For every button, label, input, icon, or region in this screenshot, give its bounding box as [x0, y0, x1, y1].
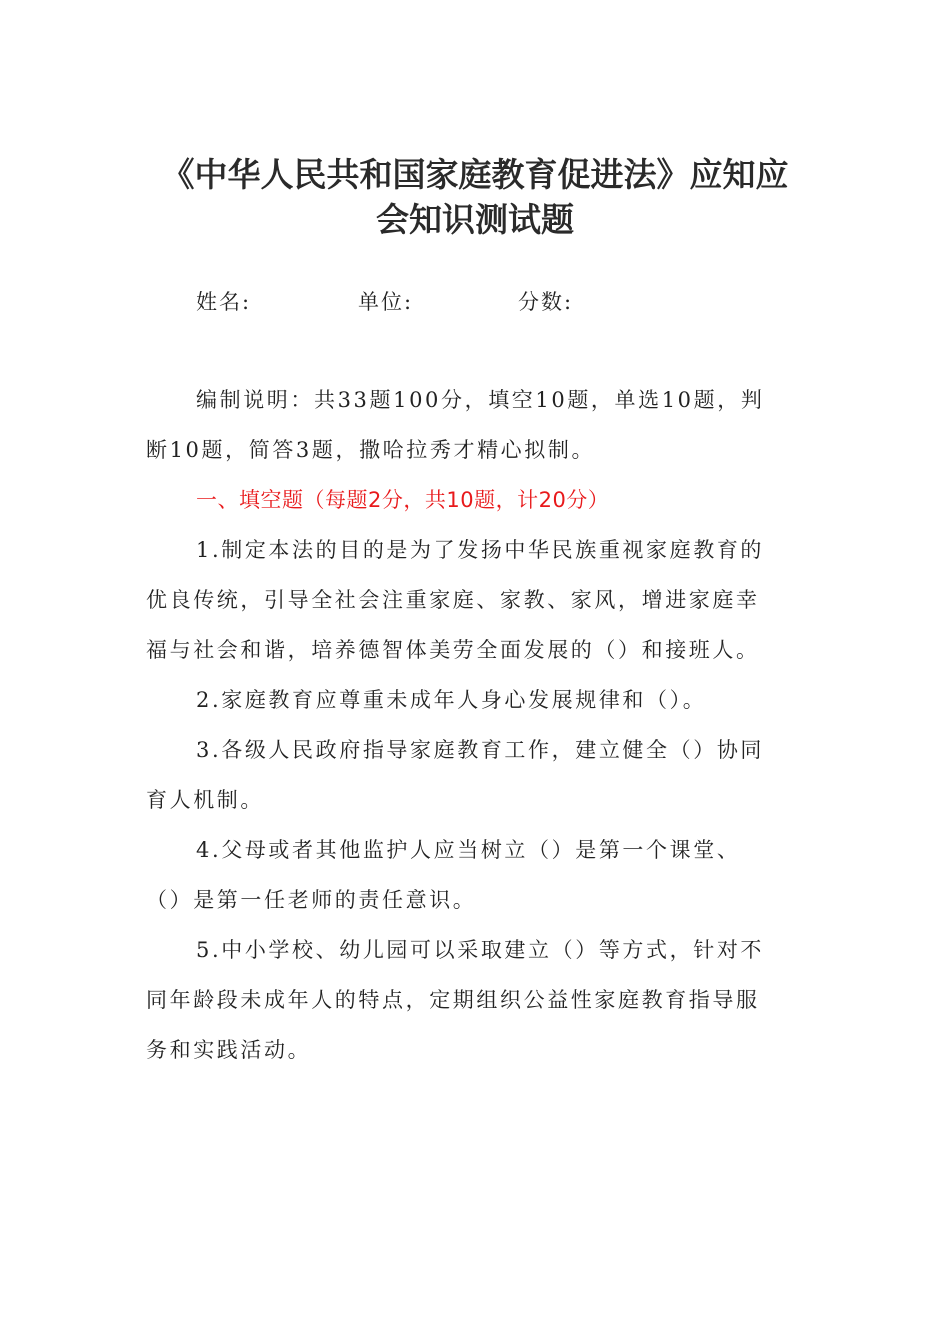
- section-heading-fill-in: 一、填空题（每题2分，共10题，计20分）: [196, 488, 610, 512]
- question-4-line2: （）是第一任老师的责任意识。: [146, 888, 477, 912]
- name-label: 姓名:: [196, 290, 252, 314]
- question-1-line2: 优良传统，引导全社会注重家庭、家教、家风，增进家庭幸: [146, 588, 760, 612]
- question-3-line1: 3.各级人民政府指导家庭教育工作，建立健全（）协同: [196, 738, 765, 762]
- unit-label: 单位:: [358, 290, 414, 314]
- question-5-line2: 同年龄段未成年人的特点，定期组织公益性家庭教育指导服: [146, 988, 760, 1012]
- question-5-line1: 5.中小学校、幼儿园可以采取建立（）等方式，针对不: [196, 938, 765, 962]
- description-line1: 编制说明：共33题100分，填空10题，单选10题，判: [196, 388, 765, 412]
- question-1-line1: 1.制定本法的目的是为了发扬中华民族重视家庭教育的: [196, 538, 765, 562]
- question-3-line2: 育人机制。: [146, 788, 264, 812]
- question-4-line1: 4.父母或者其他监护人应当树立（）是第一个课堂、: [196, 838, 741, 862]
- question-2-line1: 2.家庭教育应尊重未成年人身心发展规律和（）。: [196, 688, 707, 712]
- document-title-line1: 《中华人民共和国家庭教育促进法》应知应: [161, 155, 789, 194]
- question-1-line3: 福与社会和谐，培养德智体美劳全面发展的（）和接班人。: [146, 638, 760, 662]
- score-label: 分数:: [518, 290, 574, 314]
- description-line2: 断10题，简答3题，撒哈拉秀才精心拟制。: [146, 438, 596, 462]
- document-title-line2: 会知识测试题: [376, 200, 574, 239]
- question-5-line3: 务和实践活动。: [146, 1038, 312, 1062]
